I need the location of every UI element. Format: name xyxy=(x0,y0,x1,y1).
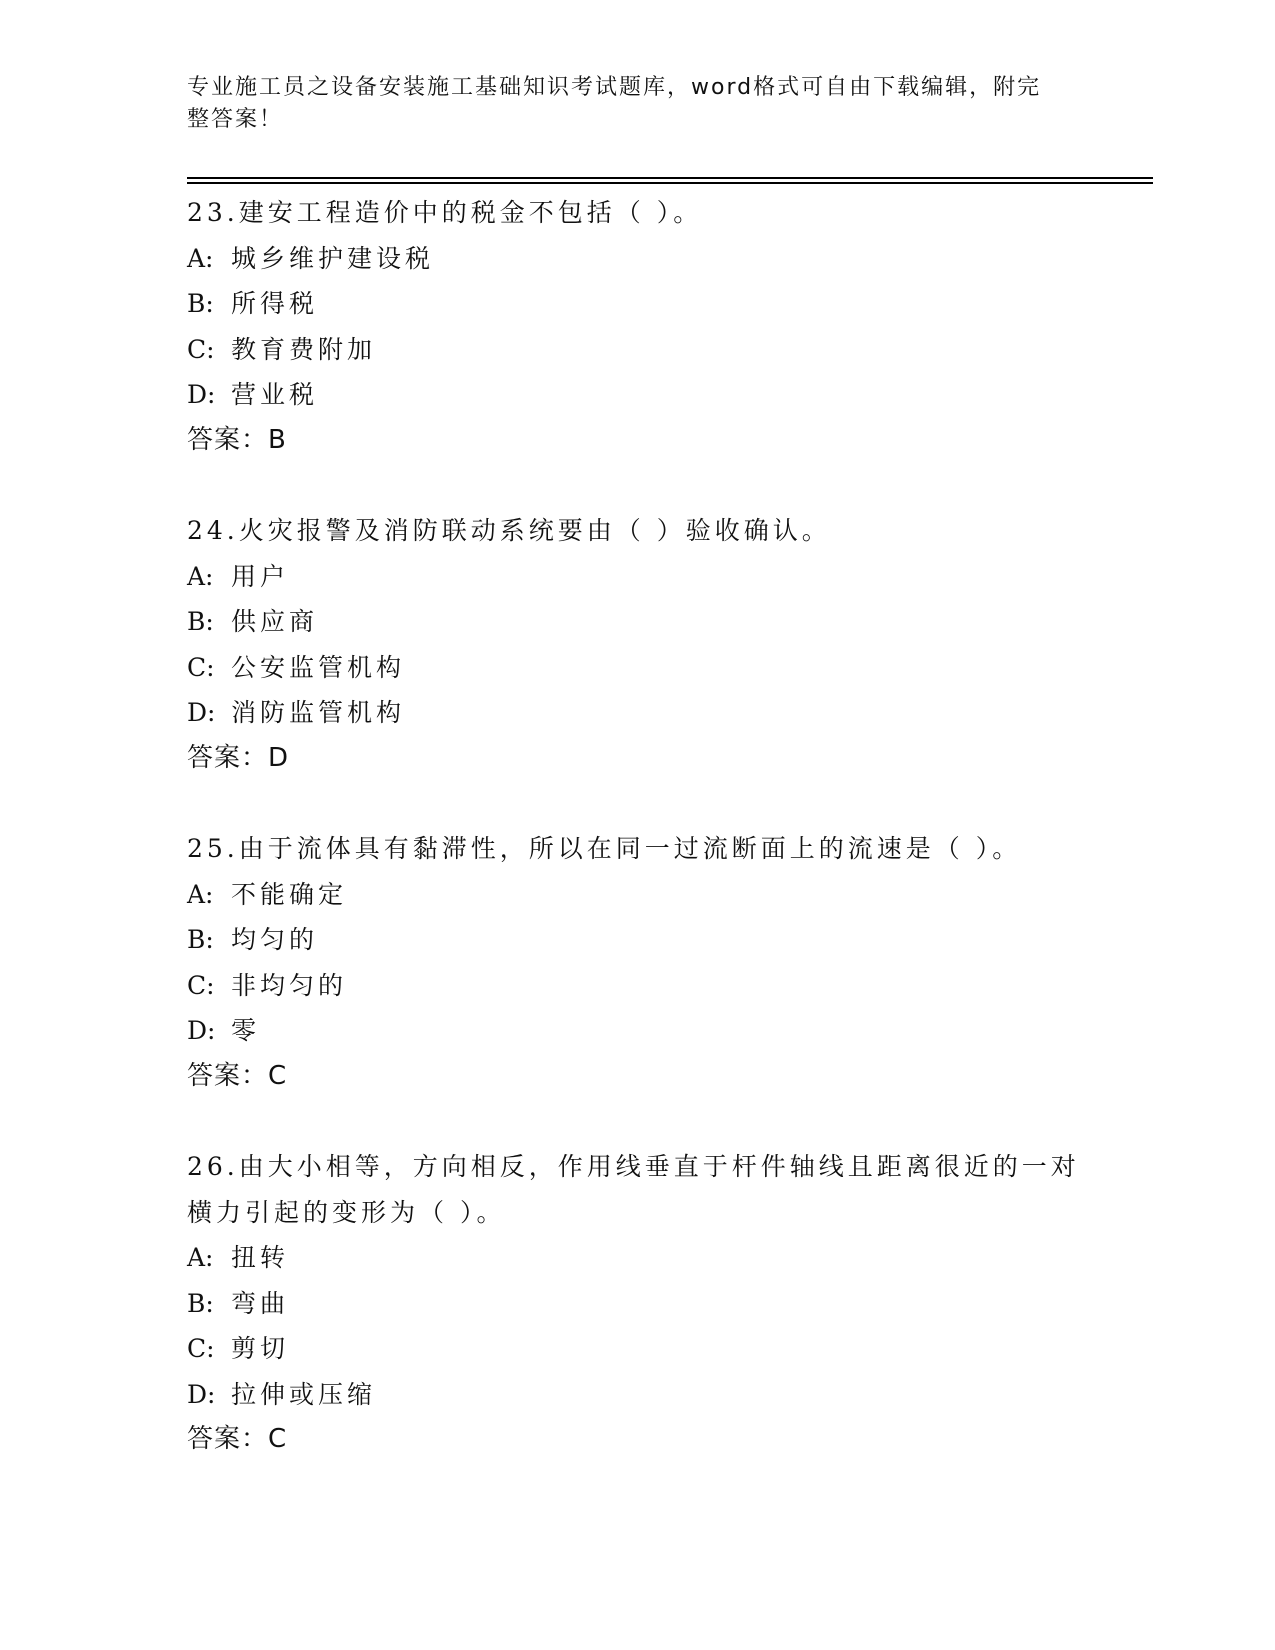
question-23 xyxy=(187,190,1087,463)
option-letter: D: xyxy=(187,698,216,727)
option-letter: A: xyxy=(187,879,214,909)
option-letter: D: xyxy=(187,1016,216,1045)
answer-line: 答案：C xyxy=(187,1060,288,1091)
question-stem: 23.建安工程造价中的税金不包括（ ）。 xyxy=(187,198,703,227)
option-letter: A: xyxy=(187,561,214,591)
option-text: 公安监管机构 xyxy=(231,652,406,682)
option-letter: D: xyxy=(187,380,216,409)
question-stem: 24.火灾报警及消防联动系统要由（ ）验收确认。 xyxy=(187,516,831,545)
option-text: 城乡维护建设税 xyxy=(231,243,435,273)
question-stem: 25.由于流体具有黏滞性，所以在同一过流断面上的流速是（ ）。 xyxy=(187,834,1022,863)
option-letter: B: xyxy=(187,1288,214,1318)
option-letter: A: xyxy=(187,243,214,273)
option-text: 零 xyxy=(231,1016,261,1045)
option-d xyxy=(187,372,1087,418)
header-line-1: 专业施工员之设备安装施工基础知识考试题库，word格式可自由下载编辑，附完 xyxy=(187,75,1042,100)
option-text: 营业税 xyxy=(231,380,319,409)
option-letter: B: xyxy=(187,925,214,954)
option-letter: C: xyxy=(187,970,215,1000)
option-text: 不能确定 xyxy=(231,879,348,909)
option-letter: C: xyxy=(187,1334,215,1363)
question-24 xyxy=(187,508,1087,781)
header-divider-bottom xyxy=(187,182,1153,184)
option-text: 用户 xyxy=(231,561,290,591)
option-d xyxy=(187,690,1087,736)
option-text: 消防监管机构 xyxy=(231,698,406,727)
option-letter: C: xyxy=(187,334,215,364)
option-letter: D: xyxy=(187,1379,216,1409)
option-b xyxy=(187,1281,1087,1327)
header-divider-top xyxy=(187,177,1153,179)
answer-line: 答案：B xyxy=(187,424,287,455)
question-list xyxy=(187,190,1087,1508)
option-d xyxy=(187,1372,1087,1418)
option-text: 非均匀的 xyxy=(231,970,348,1000)
option-c xyxy=(187,645,1087,691)
option-a xyxy=(187,872,1087,918)
option-text: 均匀的 xyxy=(231,925,319,954)
option-c xyxy=(187,1326,1087,1372)
option-text: 供应商 xyxy=(231,607,319,636)
option-d xyxy=(187,1008,1087,1054)
option-b xyxy=(187,917,1087,963)
document-header xyxy=(187,72,1067,136)
option-c xyxy=(187,327,1087,373)
option-letter: B: xyxy=(187,607,214,636)
answer-line: 答案：C xyxy=(187,1424,288,1454)
option-b xyxy=(187,281,1087,327)
option-text: 扭转 xyxy=(231,1243,290,1272)
question-25 xyxy=(187,826,1087,1099)
option-letter: A: xyxy=(187,1243,214,1272)
option-b xyxy=(187,599,1087,645)
option-text: 教育费附加 xyxy=(231,334,377,364)
question-stem: 26.由大小相等，方向相反，作用线垂直于杆件轴线且距离很近的一对横力引起的变形为（ ）。 xyxy=(187,1152,1080,1227)
option-text: 剪切 xyxy=(231,1334,290,1363)
option-c xyxy=(187,963,1087,1009)
option-text: 所得税 xyxy=(231,289,319,318)
question-26 xyxy=(187,1144,1087,1463)
option-a xyxy=(187,554,1087,600)
option-a xyxy=(187,236,1087,282)
option-text: 拉伸或压缩 xyxy=(231,1379,377,1409)
option-letter: C: xyxy=(187,652,215,682)
option-letter: B: xyxy=(187,289,214,318)
option-a xyxy=(187,1235,1087,1281)
header-line-2: 整答案！ xyxy=(187,107,284,132)
answer-line: 答案：D xyxy=(187,742,290,773)
option-text: 弯曲 xyxy=(231,1288,290,1318)
